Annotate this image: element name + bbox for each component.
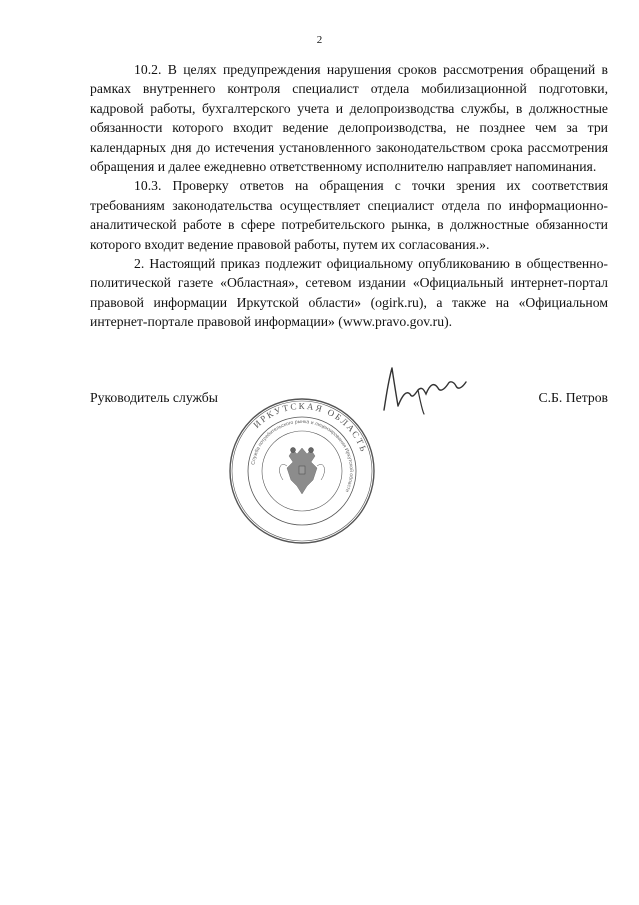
official-seal — [227, 396, 377, 546]
document-body — [90, 60, 608, 332]
double-headed-eagle-icon — [280, 448, 325, 495]
paragraph-10-2: 10.2. В целях предупреждения нарушения сроков рассмотрения обращений в рамках внутреннего контроля специалист отдела мобилизационной подготовки, кадровой работы, бухгалтерского учета и делопроизводства службы, в должностные обязанности которого входит ведение делопроизводства, не позднее чем за три календарных дня до истечения установленного законодательством срока рассмотрения обращения и далее ежедневно ответственному исполнителю направляет напоминания. — [90, 62, 608, 175]
signer-name: С.Б. Петров — [538, 390, 608, 405]
handwritten-signature — [378, 360, 470, 416]
seal-outer-text: ИРКУТСКАЯ ОБЛАСТЬ — [251, 400, 370, 455]
page-number: 2 — [316, 34, 323, 46]
paragraph-2: 2. Настоящий приказ подлежит официальному опубликованию в общественно-политической газете «Областная», сетевом издании «Официальный интернет-портал правовой информации Иркутской области» (ogirk.ru), а также на «Официальном интернет-портале правовой информации» (www.pravo.gov.ru). — [90, 256, 608, 330]
paragraph-10-3: 10.3. Проверку ответов на обращения с точки зрения их соответствия требованиям законодательства осуществляет специалист отдела по информационно-аналитической работе в сфере потребительского рынка, в должностные обязанности которого входит ведение правовой работы, путем их согласования.». — [90, 178, 608, 252]
seal-inner-text: Служба потребительского рынка и лицензирования Иркутской области — [250, 418, 355, 493]
signer-position: Руководитель службы — [90, 390, 218, 405]
